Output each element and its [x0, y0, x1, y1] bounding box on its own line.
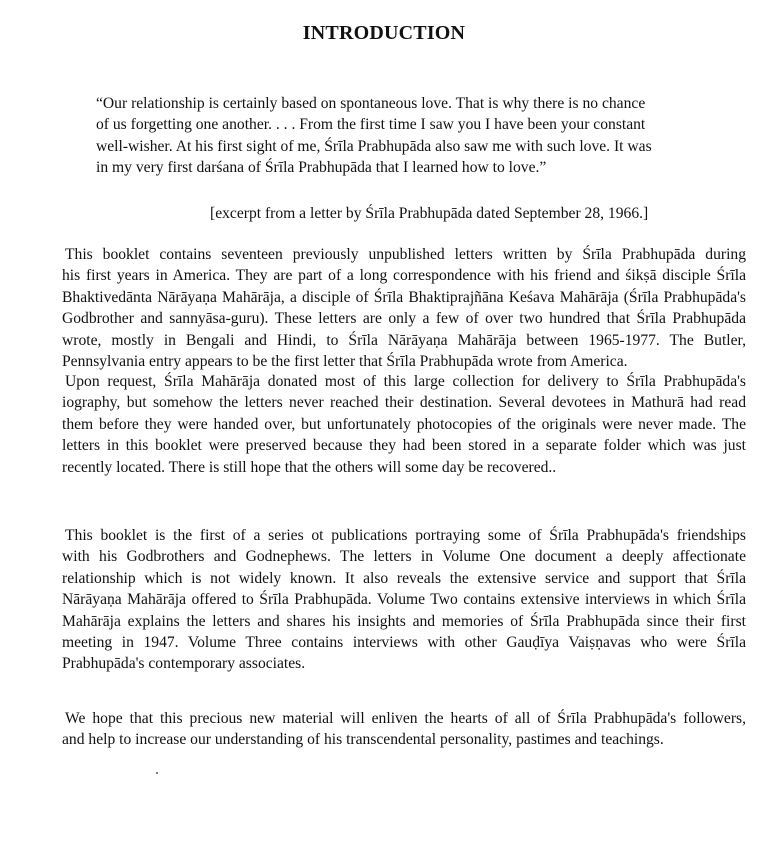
paragraph-line: Pennsylvania entry appears to be the first letter that Śrīla Prabhupāda wrote from America.: [62, 353, 628, 371]
paragraph-line: relationship which is not widely known. It also reveals the extensive service and support that Śrīla: [62, 569, 746, 587]
paragraph-booklet-contents: [62, 244, 746, 372]
paragraph-line: Nārāyaṇa Mahārāja offered to Śrīla Prabhupāda. Volume Two contains extensive interviews in which Śrīla: [62, 591, 746, 609]
quote-attribution: [excerpt from a letter by Śrīla Prabhupāda dated September 28, 1966.]: [210, 205, 649, 222]
paragraph-closing-hope: [62, 708, 746, 751]
paragraph-series-overview: [62, 525, 746, 675]
paragraph-collection-history: [62, 371, 746, 478]
paragraph-line: Bhaktivedānta Nārāyaṇa Mahārāja, a disciple of Śrīla Bhaktiprajñāna Keśava Mahārāja (Śrīla Prabhupāda's: [62, 288, 746, 306]
opening-quote: [96, 93, 686, 178]
paragraph-line: letters in this booklet were preserved because they had been stored in a separate folder which was just: [62, 437, 746, 455]
print-speck: [156, 772, 158, 774]
paragraph-line: Prabhupāda's contemporary associates.: [62, 655, 306, 673]
paragraph-line: We hope that this precious new material will enliven the hearts of all of Śrīla Prabhupāda's followers,: [65, 710, 746, 727]
quote-line: “Our relationship is certainly based on spontaneous love. That is why there is no chance: [96, 95, 646, 112]
paragraph-line: with his Godbrothers and Godnephews. The letters in Volume One document a deeply affectionate: [62, 548, 746, 566]
paragraph-line: recently located. There is still hope that the others will some day be recovered..: [62, 458, 557, 476]
paragraph-line: iography, but somehow the letters never reached their destination. Several devotees in Mathurā had read: [62, 394, 746, 412]
quote-line: in my very first darśana of Śrīla Prabhupāda that I learned how to love.”: [96, 158, 547, 176]
paragraph-line: Godbrother and sannyāsa-guru). These letters are only a few of over two hundred that Śrīla Prabhupāda: [62, 310, 746, 328]
paragraph-line: his first years in America. They are part of a long correspondence with his friend and śikṣā disciple Śrīla: [62, 267, 746, 285]
quote-line: of us forgetting one another. . . . From the first time I saw you I have been your constant: [96, 116, 646, 134]
paragraph-line: them before they were handed over, but unfortunately photocopies of the originals were never made. The: [62, 415, 746, 433]
paragraph-line: Mahārāja explains the letters and shares his insights and memories of Śrīla Prabhupāda since their first: [62, 612, 746, 630]
paragraph-line: meeting in 1947. Volume Three contains interviews with other Gauḍīya Vaiṣṇavas who were Śrīla: [62, 634, 746, 652]
paragraph-line: and help to increase our understanding of his transcendental personality, pastimes and teachings.: [62, 731, 664, 749]
paragraph-line: wrote, mostly in Bengali and Hindi, to Śrīla Nārāyaṇa Mahārāja between 1965-1977. The Butler,: [62, 331, 746, 349]
page-title: INTRODUCTION: [302, 22, 466, 44]
paragraph-line: Upon request, Śrīla Mahārāja donated most of this large collection for delivery to Śrīla Prabhupāda's: [65, 373, 746, 390]
quote-line: well-wisher. At his first sight of me, Śrīla Prabhupāda also saw me with such love. It was: [96, 137, 652, 155]
paragraph-line: This booklet is the first of a series ot publications portraying some of Śrīla Prabhupāda's friendships: [65, 527, 746, 544]
paragraph-line: This booklet contains seventeen previously unpublished letters written by Śrīla Prabhupāda during: [65, 246, 746, 263]
